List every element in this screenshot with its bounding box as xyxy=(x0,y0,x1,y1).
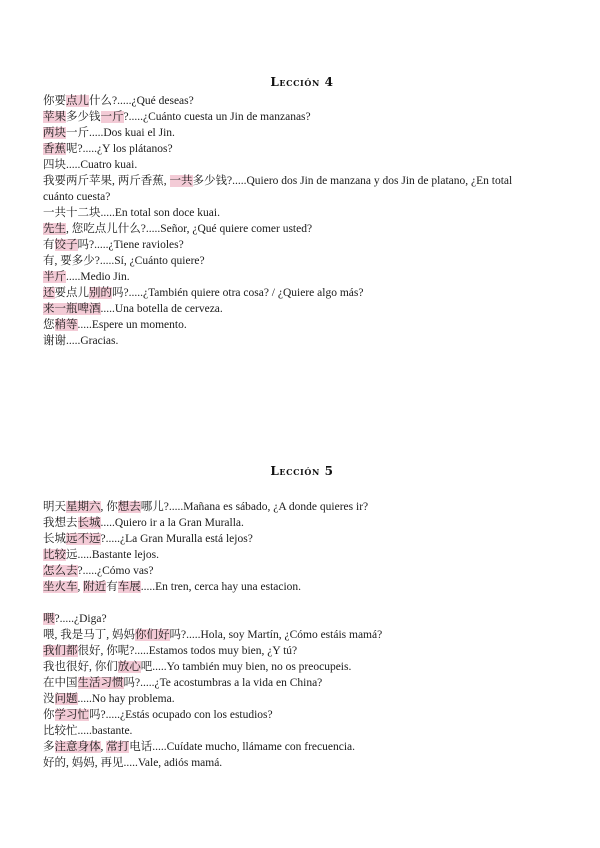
line-text: , 你 xyxy=(100,501,118,513)
line-text: ?.....¿Cómo vas? xyxy=(77,565,154,577)
line-text: 我想去 xyxy=(43,517,78,529)
highlighted-term: 稍等 xyxy=(54,319,78,331)
line-text: 要点儿 xyxy=(54,287,89,299)
line-text: 有, 要多少?.....Sí, ¿Cuánto quiere? xyxy=(43,255,205,267)
vocab-line xyxy=(43,221,561,237)
vocab-line xyxy=(43,93,561,109)
highlighted-term: 比较 xyxy=(43,549,66,561)
line-text: 呢?.....¿Y los plátanos? xyxy=(66,143,173,155)
line-text: 很好, 你呢?.....Estamos todos muy bien, ¿Y tú? xyxy=(77,645,298,657)
highlighted-term: 放心 xyxy=(117,661,141,673)
line-text: 吗?.....¿Tiene ravioles? xyxy=(77,239,184,251)
highlighted-term: 坐火车 xyxy=(43,581,78,593)
line-text: 好的, 妈妈, 再见.....Vale, adiós mamá. xyxy=(43,757,223,769)
line-text: 吗?.....¿Te acostumbras a la vida en China? xyxy=(123,677,323,689)
vocab-line xyxy=(43,205,561,221)
highlighted-term: 学习忙 xyxy=(54,709,89,721)
line-text: .....Medio Jin. xyxy=(66,271,130,283)
highlighted-term: 一斤 xyxy=(100,111,124,123)
line-text: .....No hay problema. xyxy=(77,693,175,705)
highlighted-term: 附近 xyxy=(83,581,107,593)
highlighted-term: 你们好 xyxy=(135,629,170,641)
line-text: 长城 xyxy=(43,533,66,545)
vocab-line xyxy=(43,723,561,739)
line-text: 有 xyxy=(43,239,55,251)
line-text: 什么?.....¿Qué deseas? xyxy=(89,95,194,107)
highlighted-term: 半斤 xyxy=(43,271,66,283)
vocab-line xyxy=(43,301,561,317)
vocab-line xyxy=(43,109,561,125)
line-text: 吗?.....¿Estás ocupado con los estudios? xyxy=(89,709,273,721)
line-text: cuánto cuesta? xyxy=(43,191,111,203)
vocab-line xyxy=(43,531,561,547)
highlighted-term: 两块 xyxy=(43,127,66,139)
highlighted-term: 注意身体 xyxy=(54,741,101,753)
highlighted-term: 别的 xyxy=(89,287,112,299)
highlighted-term: 常打 xyxy=(106,741,130,753)
highlighted-term: 车展 xyxy=(117,581,141,593)
highlighted-term: 我们都 xyxy=(43,645,78,657)
vocab-line xyxy=(43,675,561,691)
vocab-line xyxy=(43,237,561,253)
vocab-line xyxy=(43,563,561,579)
line-text: 我也很好, 你们 xyxy=(43,661,118,673)
vocab-line xyxy=(43,317,561,333)
highlighted-term: 一共 xyxy=(169,175,193,187)
vocab-line xyxy=(43,579,561,595)
vocab-line xyxy=(43,157,561,173)
vocab-line xyxy=(43,659,561,675)
line-text: 哪儿?.....Mañana es sábado, ¿A donde quieres ir? xyxy=(140,501,369,513)
vocab-line xyxy=(43,285,561,301)
vocab-line xyxy=(43,333,561,349)
line-text: 谢谢.....Gracias. xyxy=(43,335,119,347)
highlighted-term: 长城 xyxy=(77,517,101,529)
line-text: 我要两斤苹果, 两斤香蕉, xyxy=(43,175,170,187)
line-text: 四块.....Cuatro kuai. xyxy=(43,159,138,171)
line-text: , xyxy=(100,741,107,753)
vocab-line xyxy=(43,269,561,285)
vocab-line xyxy=(43,691,561,707)
line-text: 多少钱?.....Quiero dos Jin de manzana y dos Jin de platano, ¿En total xyxy=(192,175,513,187)
highlighted-term: 饺子 xyxy=(54,239,78,251)
lesson-title: Lección 4 xyxy=(270,75,334,89)
vocab-line xyxy=(43,515,561,531)
line-text: 比较忙.....bastante. xyxy=(43,725,133,737)
vocab-line xyxy=(43,739,561,755)
highlighted-term: 苹果 xyxy=(43,111,66,123)
highlighted-term: 喂 xyxy=(43,613,55,625)
line-text: ?.....¿Diga? xyxy=(54,613,107,625)
line-text: 您 xyxy=(43,319,55,331)
lesson-title: Lección 5 xyxy=(270,464,334,478)
highlighted-term: 怎么去 xyxy=(43,565,78,577)
line-text: 一共十二块.....En total son doce kuai. xyxy=(43,207,220,219)
vocab-line xyxy=(43,499,561,515)
line-text: 在中国 xyxy=(43,677,78,689)
line-text: ?.....¿Cuánto cuesta un Jin de manzanas? xyxy=(123,111,311,123)
highlighted-term: 星期六 xyxy=(66,501,101,513)
vocab-line xyxy=(43,189,561,205)
line-text: .....Espere un momento. xyxy=(77,319,187,331)
highlighted-term: 远不远 xyxy=(66,533,101,545)
line-text: 明天 xyxy=(43,501,66,513)
vocab-line xyxy=(43,707,561,723)
vocab-line xyxy=(43,141,561,157)
line-text: , xyxy=(77,581,84,593)
highlighted-term: 来一瓶啤酒 xyxy=(43,303,101,315)
vocab-line xyxy=(43,173,561,189)
vocab-line xyxy=(43,627,561,643)
line-text: 多少钱 xyxy=(66,111,101,123)
lesson-section xyxy=(43,74,561,349)
highlighted-term: 生活习惯 xyxy=(77,677,124,689)
vocab-list xyxy=(43,93,561,349)
line-text: 吗?.....Hola, soy Martín, ¿Cómo estáis mamá? xyxy=(169,629,383,641)
vocab-line xyxy=(43,755,561,771)
line-text: ?.....¿La Gran Muralla está lejos? xyxy=(100,533,253,545)
blank-line xyxy=(43,595,561,611)
line-text: 有 xyxy=(106,581,118,593)
vocab-line xyxy=(43,643,561,659)
highlighted-term: 问题 xyxy=(54,693,78,705)
line-text: .....En tren, cerca hay una estacion. xyxy=(140,581,302,593)
line-text: 吧.....Yo también muy bien, no os preocupeis. xyxy=(140,661,352,673)
line-text: .....Quiero ir a la Gran Muralla. xyxy=(100,517,244,529)
vocab-list xyxy=(43,499,561,771)
line-text: 没 xyxy=(43,693,55,705)
line-text: 远.....Bastante lejos. xyxy=(66,549,159,561)
line-text: 你 xyxy=(43,709,55,721)
line-text: 喂, 我是马丁, 妈妈 xyxy=(43,629,135,641)
line-text: 吗?.....¿También quiere otra cosa? / ¿Quiere algo más? xyxy=(112,287,364,299)
vocab-line xyxy=(43,611,561,627)
vocab-line xyxy=(43,125,561,141)
vocab-line xyxy=(43,253,561,269)
line-text: 多 xyxy=(43,741,55,753)
line-text: .....Una botella de cerveza. xyxy=(100,303,223,315)
highlighted-term: 想去 xyxy=(117,501,141,513)
highlighted-term: 点儿 xyxy=(66,95,89,107)
lesson-section xyxy=(43,463,561,771)
highlighted-term: 还 xyxy=(43,287,55,299)
line-text: , 您吃点儿什么?.....Señor, ¿Qué quiere comer usted? xyxy=(66,223,313,235)
highlighted-term: 先生 xyxy=(43,223,66,235)
highlighted-term: 香蕉 xyxy=(43,143,66,155)
vocab-line xyxy=(43,547,561,563)
line-text: 电话.....Cuídate mucho, llámame con frecuencia. xyxy=(129,741,356,753)
line-text: 一斤.....Dos kuai el Jin. xyxy=(66,127,175,139)
line-text: 你要 xyxy=(43,95,66,107)
